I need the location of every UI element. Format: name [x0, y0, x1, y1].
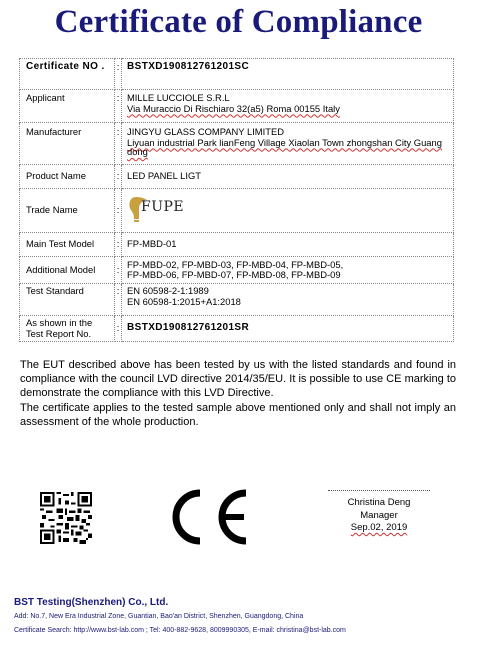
table-row — [20, 316, 454, 342]
separator: : — [115, 257, 122, 284]
additional-model-value — [122, 257, 454, 284]
additional-model-label: Additional Model — [20, 257, 115, 284]
separator: : — [115, 233, 122, 257]
table-row — [20, 233, 454, 257]
product-value: LED PANEL LIGT — [122, 165, 454, 189]
scope-statement: The certificate applies to the tested sample above mentioned only and shall not imply an assessment of the whole production. — [20, 402, 456, 428]
table-row — [20, 189, 454, 233]
cert-no-value: BSTXD190812761201SC — [122, 59, 454, 90]
separator: : — [115, 123, 122, 165]
applicant-address: Via Muraccio Di Rischiaro 32(a5) Roma 00155 Italy — [127, 102, 340, 114]
signer-name: Christina Deng — [347, 497, 411, 508]
report-label-line1: As shown in the — [26, 317, 93, 328]
footer-contact: Certificate Search: http://www.bst-lab.com ; Tel: 400-882-9628, 8009990305, E-mail: christina@bst-lab.com — [14, 627, 346, 634]
trade-logo-text: FUPE — [141, 199, 185, 216]
separator: : — [115, 284, 122, 316]
certificate-title: Certificate of Compliance — [54, 4, 423, 40]
applicant-label: Applicant — [20, 90, 115, 123]
standard-label: Test Standard — [20, 284, 115, 316]
table-row — [20, 257, 454, 284]
standard-value — [122, 284, 454, 316]
signer-title: Manager — [360, 509, 398, 521]
separator: : — [115, 90, 122, 123]
report-label-line2: Test Report No. — [26, 327, 92, 339]
additional-model-line2: FP-MBD-06, FP-MBD-07, FP-MBD-08, FP-MBD-09 — [127, 269, 341, 280]
table-row — [20, 284, 454, 316]
applicant-value — [122, 90, 454, 123]
signature-block — [328, 490, 430, 535]
table-row — [20, 165, 454, 189]
table-row — [20, 90, 454, 123]
separator: : — [115, 59, 122, 90]
standard-line2: EN 60598-1:2015+A1:2018 — [127, 295, 241, 307]
footer-company: BST Testing(Shenzhen) Co., Ltd. — [14, 597, 169, 608]
manufacturer-address: Liyuan industrial Park lianFeng Village Xiaolan Town zhongshan City Guang dong — [127, 136, 442, 157]
separator: : — [115, 189, 122, 233]
product-label: Product Name — [20, 165, 115, 189]
trade-label: Trade Name — [20, 189, 115, 233]
manufacturer-name: JINGYU GLASS COMPANY LIMITED — [127, 126, 284, 137]
table-row — [20, 123, 454, 165]
compliance-statement: The EUT described above has been tested by us with the listed standards and found in compliance with the council LVD directive 2014/35/EU. It is possible to use CE marking to demonstrate the compliance with this LVD Directive. — [20, 359, 456, 399]
cert-no-label: Certificate NO . — [20, 59, 115, 90]
report-value: BSTXD190812761201SR — [122, 316, 454, 342]
trade-value — [122, 189, 454, 233]
footer-address: Add: No.7, New Era Industrial Zone, Guantian, Bao'an District, Shenzhen, Guangdong, China — [14, 613, 304, 620]
separator: : — [115, 316, 122, 342]
manufacturer-label: Manufacturer — [20, 123, 115, 165]
fupe-logo — [127, 194, 189, 224]
table-row — [20, 59, 454, 90]
applicant-name: MILLE LUCCIOLE S.R.L — [127, 92, 230, 103]
qr-code-icon — [40, 492, 92, 544]
report-label — [20, 316, 115, 342]
separator: : — [115, 165, 122, 189]
certificate-details-table — [19, 58, 454, 342]
ce-mark-icon — [160, 486, 254, 548]
main-model-value: FP-MBD-01 — [122, 233, 454, 257]
signature-date: Sep.02, 2019 — [350, 522, 408, 533]
standard-line1: EN 60598-2-1:1989 — [127, 285, 209, 296]
manufacturer-value — [122, 123, 454, 165]
main-model-label: Main Test Model — [20, 233, 115, 257]
additional-model-line1: FP-MBD-02, FP-MBD-03, FP-MBD-04, FP-MBD-05, — [127, 258, 344, 270]
signature-line — [328, 490, 430, 491]
